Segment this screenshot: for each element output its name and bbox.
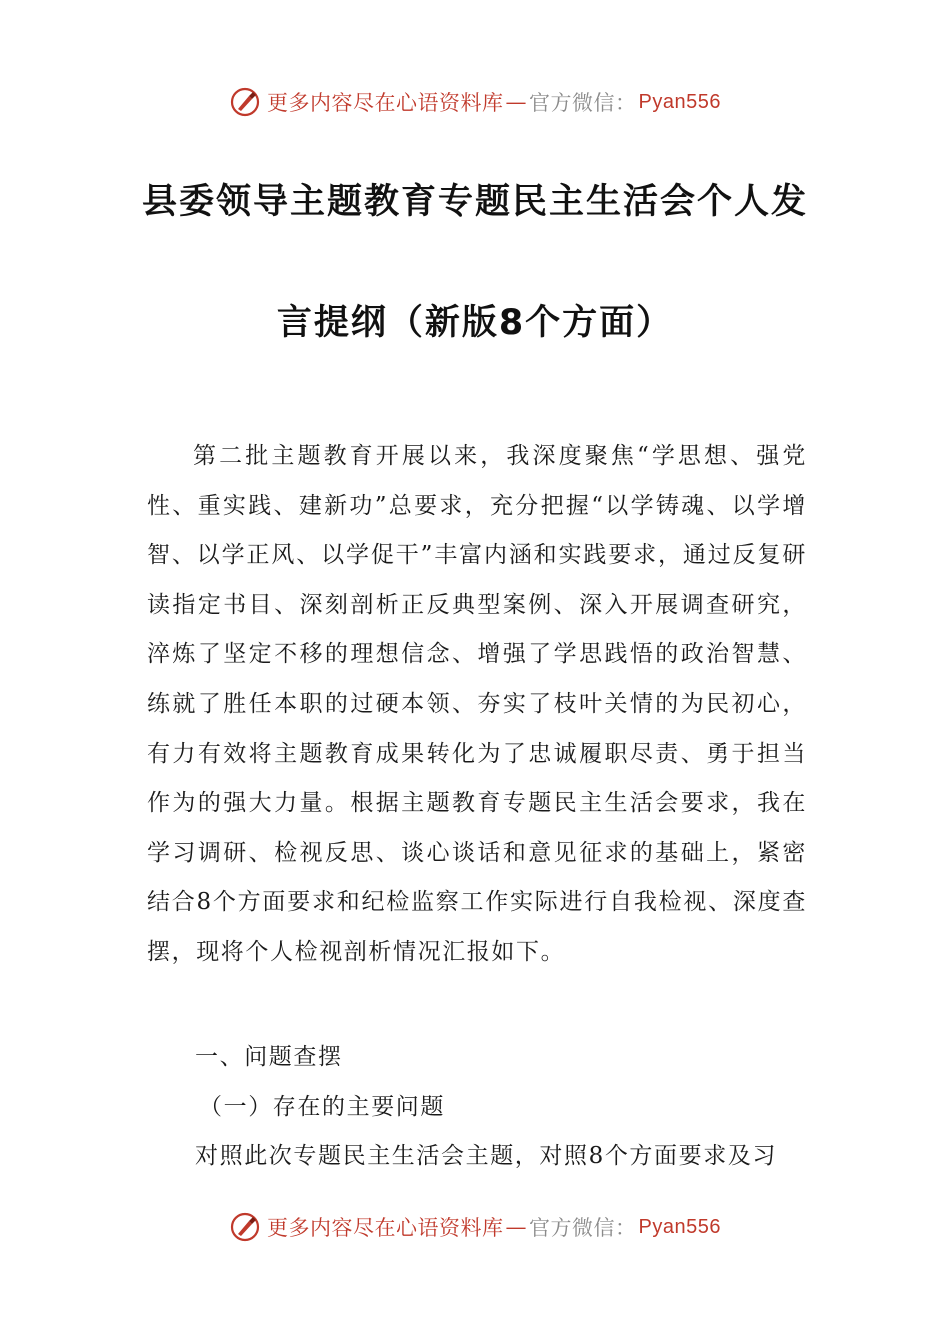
watermark-brand-text: 更多内容尽在心语资料库 <box>267 1216 504 1240</box>
watermark-brand-text: 更多内容尽在心语资料库 <box>267 91 504 115</box>
watermark-label: 官方微信： <box>529 91 637 115</box>
watermark-dash: — <box>505 1215 528 1239</box>
pen-nib-circle-icon <box>229 86 261 118</box>
pen-nib-circle-icon <box>229 1211 261 1243</box>
document-title-line-1: 县委领导主题教育专题民主生活会个人发 <box>141 182 808 222</box>
subsection-heading: （一）存在的主要问题 <box>199 1094 445 1120</box>
watermark-id: Pyan556 <box>638 1215 721 1238</box>
footer-watermark <box>0 1207 950 1247</box>
watermark-label: 官方微信： <box>529 1216 637 1240</box>
document-body <box>147 432 807 978</box>
paragraph-start: 对照此次专题民主生活会主题，对照8个方面要求及习 <box>195 1143 778 1169</box>
document-title-line-2: 言提纲（新版8个方面） <box>276 303 674 343</box>
section-heading: 一、问题查摆 <box>195 1044 343 1070</box>
watermark-dash: — <box>505 90 528 114</box>
intro-paragraph: 第二批主题教育开展以来，我深度聚焦“学思想、强党性、重实践、建新功”总要求，充分把握“以学铸魂、以学增智、以学正风、以学促干”丰富内涵和实践要求，通过反复研读指定书目、深刻剖析正反典型案例、深入开展调查研究，淬炼了坚定不移的理想信念、增强了学思践悟的政治智慧、练就了胜任本职的过硬本领、夯实了枝叶关情的为民初心，有力有效将主题教育成果转化为了忠诚履职尽责、勇于担当作为的强大力量。根据主题教育专题民主生活会要求，我在学习调研、检视反思、谈心谈话和意见征求的基础上，紧密结合8个方面要求和纪检监察工作实际进行自我检视、深度查摆，现将个人检视剖析情况汇报如下。 <box>147 443 807 965</box>
header-watermark <box>0 82 950 122</box>
watermark-id: Pyan556 <box>638 90 721 113</box>
